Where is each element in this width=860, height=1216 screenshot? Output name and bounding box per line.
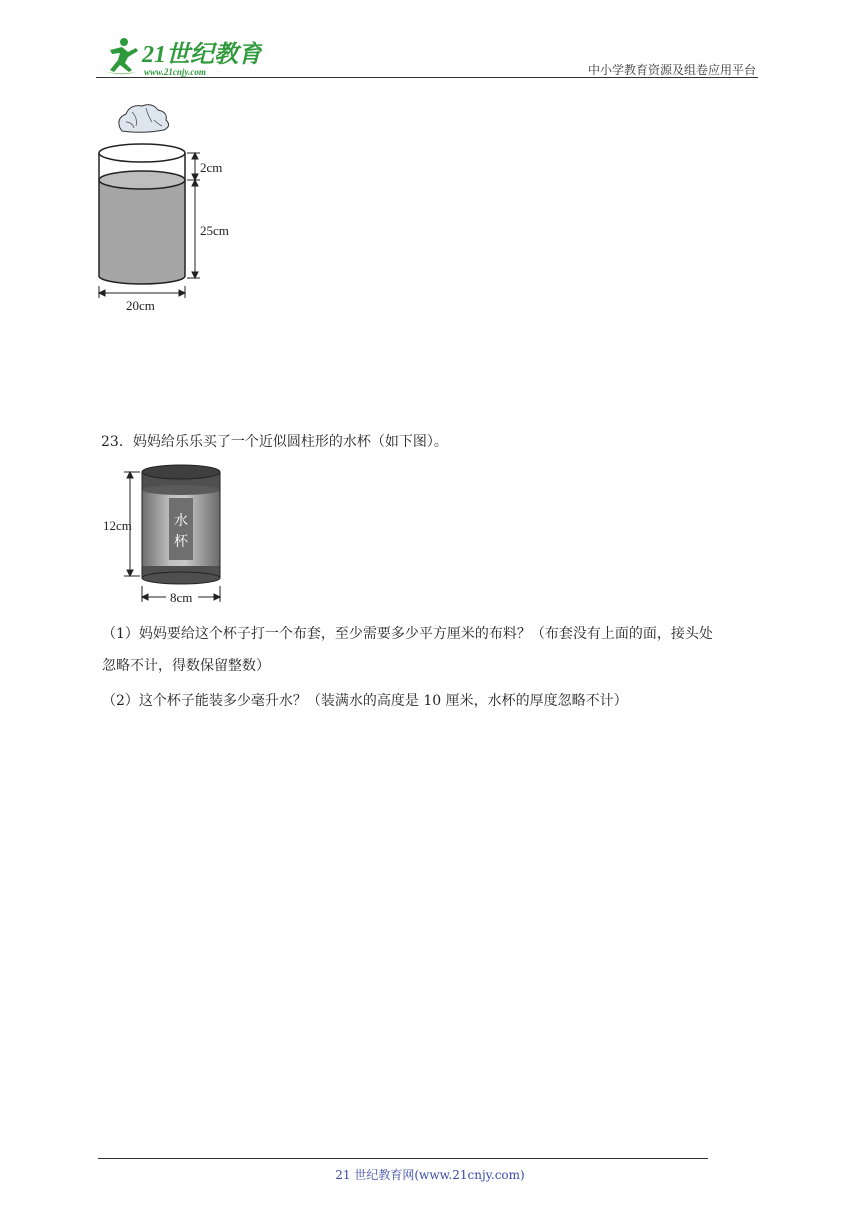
stone-icon xyxy=(119,105,169,133)
runner-icon xyxy=(96,38,138,74)
cup-label-diameter: 8cm xyxy=(170,590,193,605)
dimension-gap xyxy=(187,153,200,180)
cup-label-char-1: 水 xyxy=(174,514,188,529)
question-23-part-1: （1）妈妈要给这个杯子打一个布套，至少需要多少平方厘米的布料？（布套没有上面的面，接头处 xyxy=(102,626,713,642)
dimension-diameter xyxy=(99,286,185,298)
cup-label-char-2: 杯 xyxy=(174,535,188,550)
header-platform-text: 中小学教育资源及组卷应用平台 xyxy=(587,63,756,77)
logo-url: www.21cnjy.com xyxy=(144,67,206,77)
label-height: 25cm xyxy=(200,223,229,238)
water-cup-figure xyxy=(100,460,240,608)
dimension-height xyxy=(187,180,200,278)
logo-text: 21世纪教育 xyxy=(142,42,262,68)
stone-cylinder-figure xyxy=(92,98,252,318)
footer-divider xyxy=(98,1158,708,1159)
question-23-stem: 23．妈妈给乐乐买了一个近似圆柱形的水杯（如下图）。 xyxy=(101,434,448,450)
question-23-part-2: （2）这个杯子能装多少毫升水？（装满水的高度是 10 厘米，水杯的厚度忽略不计） xyxy=(102,693,628,709)
header-divider xyxy=(96,77,758,78)
site-logo xyxy=(92,34,262,78)
cylinder-container xyxy=(99,144,185,284)
footer-link[interactable]: 21 世纪教育网(www.21cnjy.com) xyxy=(335,1168,525,1182)
label-diameter: 20cm xyxy=(126,298,155,313)
label-gap: 2cm xyxy=(200,160,223,175)
cup-label-panel xyxy=(169,498,193,560)
question-23-part-1-continued: 忽略不计，得数保留整数） xyxy=(102,658,270,674)
cup-label-height: 12cm xyxy=(103,518,132,533)
